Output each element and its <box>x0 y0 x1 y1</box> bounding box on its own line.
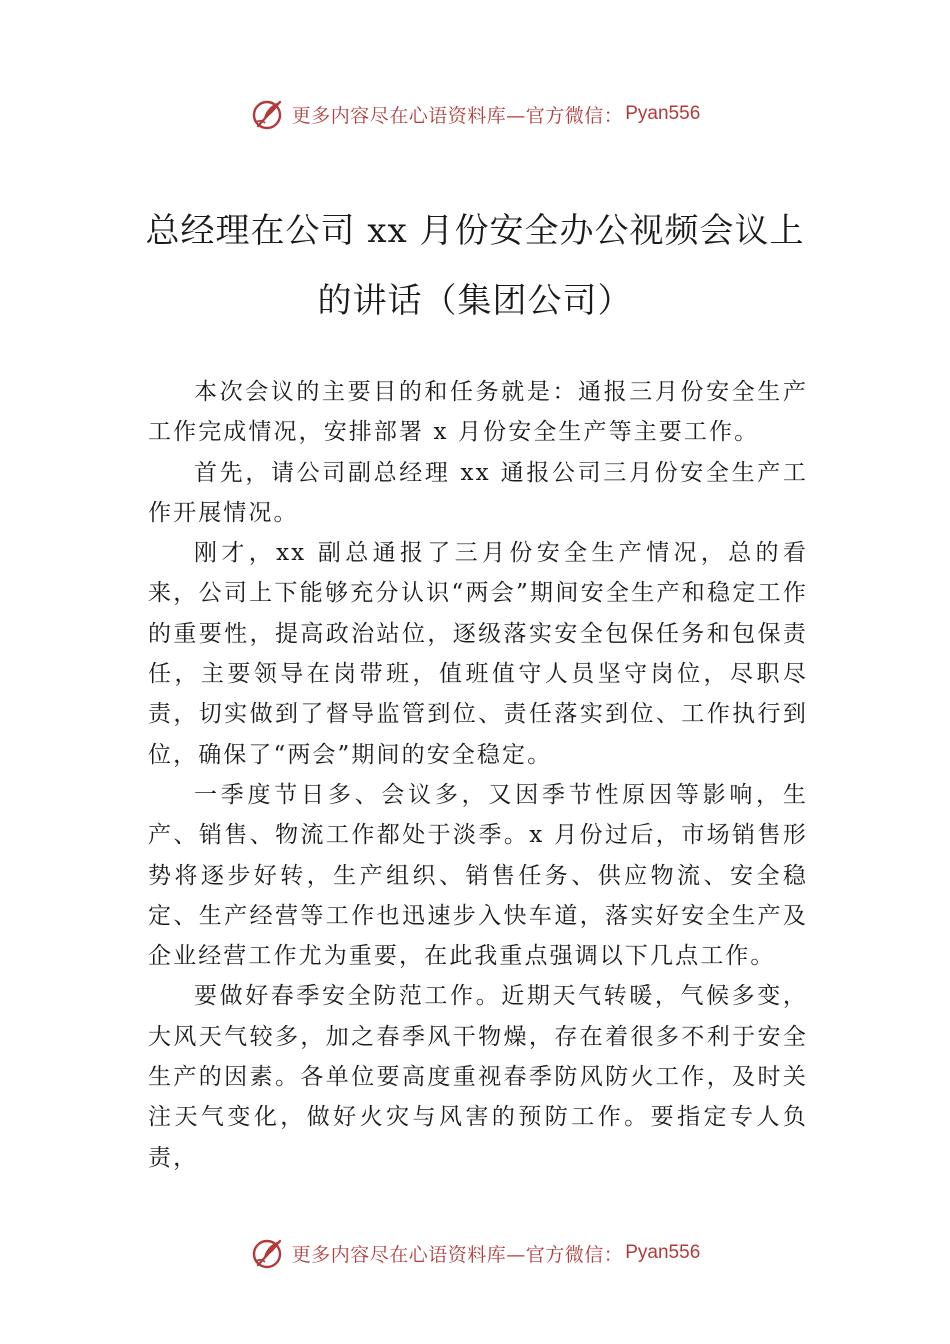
watermark-text: 更多内容尽在心语资料库—官方微信： <box>291 104 624 127</box>
quill-pen-logo-icon <box>250 1235 286 1271</box>
header-watermark-banner <box>0 94 950 134</box>
body-paragraph-2: 首先，请公司副总经理 xx 通报公司三月份安全生产工作开展情况。 <box>148 459 808 526</box>
body-paragraph-1: 本次会议的主要目的和任务就是：通报三月份安全生产工作完成情况，安排部署 x 月份安全生产等主要工作。 <box>148 379 808 446</box>
watermark-text: 更多内容尽在心语资料库—官方微信： <box>291 1243 624 1266</box>
document-title <box>120 196 830 336</box>
body-paragraph-4: 一季度节日多、会议多，又因季节性原因等影响，生产、销售、物流工作都处于淡季。x 月份过后，市场销售形势将逐步好转，生产组织、销售任务、供应物流、安全稳定、生产经营等工作也迅速步入快车道，落实好安全生产及企业经营工作尤为重要，在此我重点强调以下几点工作。 <box>148 781 808 970</box>
footer-watermark-banner <box>0 1233 950 1273</box>
title-line-1: 总经理在公司 xx 月份安全办公视频会议上 <box>145 211 805 251</box>
quill-pen-logo-icon <box>250 96 286 132</box>
body-paragraph-5: 要做好春季安全防范工作。近期天气转暖，气候多变，大风天气较多，加之春季风干物燥，存在着很多不利于安全生产的因素。各单位要高度重视春季防风防火工作，及时关注天气变化，做好火灾与风害的预防工作。要指定专人负责， <box>148 983 808 1171</box>
wechat-id: Pyan556 <box>625 103 701 124</box>
document-body <box>148 372 808 1178</box>
wechat-id: Pyan556 <box>625 1242 701 1263</box>
title-line-2: 的讲话（集团公司） <box>317 281 633 321</box>
body-paragraph-3: 刚才，xx 副总通报了三月份安全生产情况，总的看来，公司上下能够充分认识“两会”期间安全生产和稳定工作的重要性，提高政治站位，逐级落实安全包保任务和包保责任，主要领导在岗带班，值班值守人员坚守岗位，尽职尽责，切实做到了督导监管到位、责任落实到位、工作执行到位，确保了“两会”期间的安全稳定。 <box>148 540 808 768</box>
